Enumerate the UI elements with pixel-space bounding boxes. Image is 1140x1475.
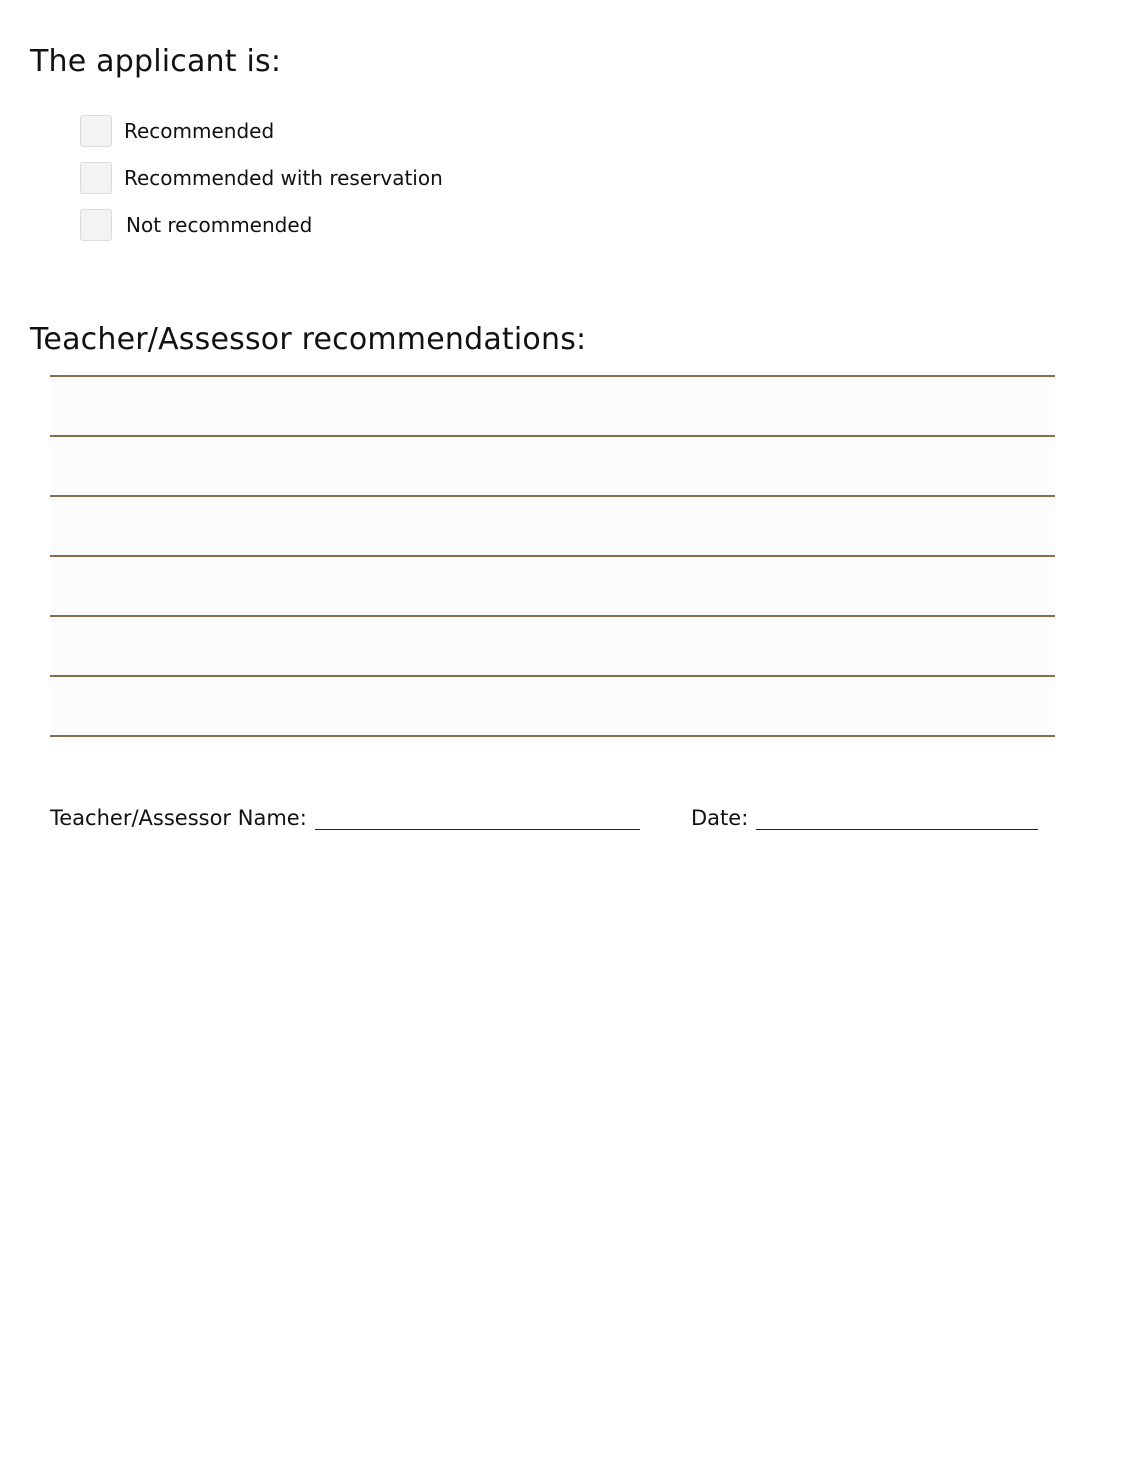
date-field[interactable] [756, 807, 1038, 830]
option-recommended-with-reservation[interactable] [80, 161, 443, 195]
option-label: Recommended [124, 119, 275, 143]
not-recommended-checkbox[interactable] [80, 209, 112, 241]
recommendation-options [80, 114, 443, 255]
recommended-with-reservation-checkbox[interactable] [80, 162, 112, 194]
recommendations-heading: Teacher/Assessor recommendations: [30, 322, 587, 357]
date-label: Date: [691, 806, 749, 830]
recommendation-line-6[interactable] [50, 675, 1055, 737]
applicant-status-heading: The applicant is: [30, 44, 282, 79]
assessor-name-label: Teacher/Assessor Name: [50, 806, 307, 830]
recommendation-line-3[interactable] [50, 495, 1055, 555]
recommended-checkbox[interactable] [80, 115, 112, 147]
recommendations-text-area[interactable] [50, 375, 1055, 737]
option-not-recommended[interactable] [80, 208, 443, 242]
recommendation-line-2[interactable] [50, 435, 1055, 495]
recommendation-line-4[interactable] [50, 555, 1055, 615]
recommendation-line-5[interactable] [50, 615, 1055, 675]
option-recommended[interactable] [80, 114, 443, 148]
recommendation-line-1[interactable] [50, 375, 1055, 435]
assessor-name-row [50, 806, 640, 830]
assessor-name-field[interactable] [315, 807, 640, 830]
option-label: Recommended with reservation [124, 166, 443, 190]
date-row [691, 806, 1038, 830]
option-label: Not recommended [126, 213, 313, 237]
